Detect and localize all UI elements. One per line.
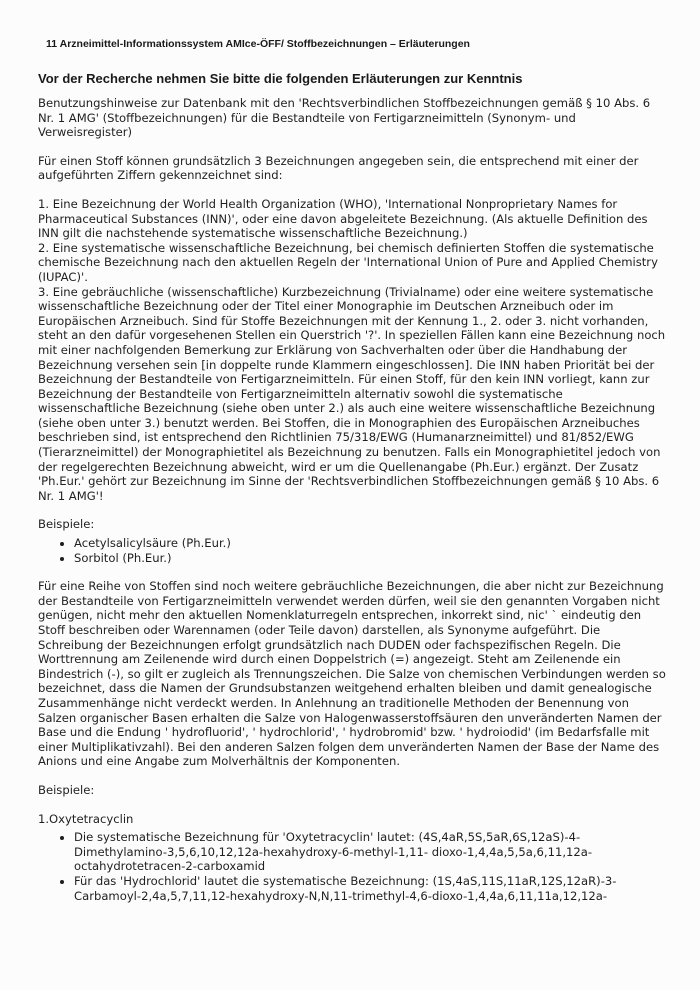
numbered-item-3: 3. Eine gebräuchliche (wissenschaftliche) Kurzbezeichnung (Trivialname) oder eine weitere systematische wissenschaftliche Bezeichnung oder der Titel einer Monographie im Deutschen Arzneibuch oder im Europäischen Arzneibuch. Sind für Stoffe Bezeichnungen mit der Kennung 1., 2. oder 3. nicht vorhanden, steht an den dafür vorgesehenen Stellen ein Querstrich '?'. In speziellen Fällen kann eine Bezeichnung noch mit einer nachfolgenden Bemerkung zur Erklärung von Sachverhalten oder über die Handhabung der Bezeichnung versehen sein [in doppelte runde Klammern eingeschlossen]. Die INN haben Priorität bei der Bezeichnung der Bestandteile von Fertigarzneimitteln. Für einen Stoff, für den kein INN vorliegt, kann zur Bezeichnung der Bestandteile von Fertigarzneimitteln alternativ sowohl die systematische wissenschaftliche Bezeichnung (siehe oben unter 2.) als auch eine weitere wissenschaftliche Bezeichnung (siehe oben unter 3.) benutzt werden. Bei Stoffen, die in Monographien des Europäischen Arzneibuches beschrieben sind, ist entsprechend den Richtlinien 75/318/EWG (Humanarzneimittel) und 81/852/EWG (Tierarzneimittel) der Monographietitel als Bezeichnung zu benutzen. Falls ein Monographietitel jedoch von der regelgerechten Bezeichnung abweicht, wird er um die Quellenangabe (Ph.Eur.) ergänzt. Der Zusatz 'Ph.Eur.' gehört zur Bezeichnung im Sinne der 'Rechtsverbindlichen Stoffbezeichnungen gemäß § 10 Abs. 6 Nr. 1 AMG'!	[38, 284, 666, 503]
examples-list	[38, 536, 668, 565]
list-item: • Für das 'Hydrochlorid' lautet die systematische Bezeichnung: (1S,4aS,11S,11aR,12S,12aR)-3-Carbamoyl-2,4a,5,7,11,12-hexahydroxy-N,N,11-trimethyl-4,6-dioxo-1,4,4a,6,11,11a,12,12a-	[74, 874, 668, 903]
examples-label: Beispiele:	[38, 782, 95, 797]
numbered-item-1: 1. Eine Bezeichnung der World Health Organization (WHO), 'International Nonproprietary Names for Pharmaceutical Substances (INN)', oder eine davon abgeleitete Bezeichnung. (Als aktuelle Definition des INN gilt die nachstehende systematische wissenschaftliche Bezeichnung.)	[38, 196, 648, 241]
list-item: • Sorbitol (Ph.Eur.)	[74, 551, 668, 566]
oxytetracyclin-list	[38, 830, 668, 903]
oxytetracyclin-heading: 1.Oxytetracyclin	[38, 811, 134, 826]
three-names-paragraph: Für einen Stoff können grundsätzlich 3 Bezeichnungen angegeben sein, die entsprechend mit einer der aufgeführten Ziffern gekennzeichnet sind:	[38, 153, 639, 183]
page-title: Vor der Recherche nehmen Sie bitte die folgenden Erläuterungen zur Kenntnis	[38, 71, 523, 86]
examples-label: Beispiele:	[38, 517, 95, 532]
list-item: • Die systematische Bezeichnung für 'Oxytetracyclin' lautet: (4S,4aR,5S,5aR,6S,12aS)-4-Dimethylamino-3,5,6,10,12,12a-hexahydroxy-6-methyl-1,11- dioxo-1,4,4a,5,5a,6,11,12a-octahydrotetracen-2-carboxamid	[74, 830, 668, 874]
page-header: 11 Arzneimittel-Informationssystem AMIce-ÖFF/ Stoffbezeichnungen – Erläuterungen	[46, 38, 470, 50]
further-names-paragraph: Für eine Reihe von Stoffen sind noch weitere gebräuchliche Bezeichnungen, die aber nicht zur Bezeichnung der Bestandteile von Fertigarzneimitteln verwendet werden dürfen, weil sie den genannten Vorgaben nicht genügen, nicht mehr den aktuellen Nomenklaturregeln entsprechen, inkorrekt sind, nic' ` eindeutig den Stoff beschreiben oder Warennamen (oder Teile davon) darstellen, als Synonyme aufgeführt. Die Schreibung der Bezeichnungen erfolgt grundsätzlich nach DUDEN oder fachspezifischen Regeln. Die Worttrennung am Zeilenende wird durch einen Doppelstrich (=) angezeigt. Steht am Zeilenende ein Bindestrich (-), so gilt er zugleich als Trennungszeichen. Die Salze von chemischen Verbindungen werden so bezeichnet, dass die Namen der Grundsubstanzen weitgehend erhalten bleiben und damit genealogische Zusammenhänge nicht verdeckt werden. In Anlehnung an traditionelle Methoden der Benennung von Salzen organischer Basen erhalten die Salze von Halogenwasserstoffsäuren den unveränderten Namen der Base und die Endung ' hydrofluorid', ' hydrochlorid', ' hydrobromid' bzw. ' hydroiodid' (im Bedarfsfalle mit einer Multiplikativzahl). Bei den anderen Salzen folgen dem unveränderten Namen der Base der Name des Anions und eine Angabe zum Molverhältnis der Komponenten.	[38, 579, 666, 769]
numbered-item-2: 2. Eine systematische wissenschaftliche Bezeichnung, bei chemisch definierten Stoffen die systematische chemische Bezeichnung nach den aktuellen Regeln der 'International Union of Pure and Applied Chemistry (IUPAC)'.	[38, 240, 658, 284]
intro-paragraph: Benutzungshinweise zur Datenbank mit den 'Rechtsverbindlichen Stoffbezeichnungen gemäß § 10 Abs. 6 Nr. 1 AMG' (Stoffbezeichnungen) für die Bestandteile von Fertigarzneimitteln (Synonym- und Verweisregister)	[38, 96, 651, 140]
list-item: • Acetylsalicylsäure (Ph.Eur.)	[74, 536, 668, 551]
document-body	[38, 96, 668, 917]
